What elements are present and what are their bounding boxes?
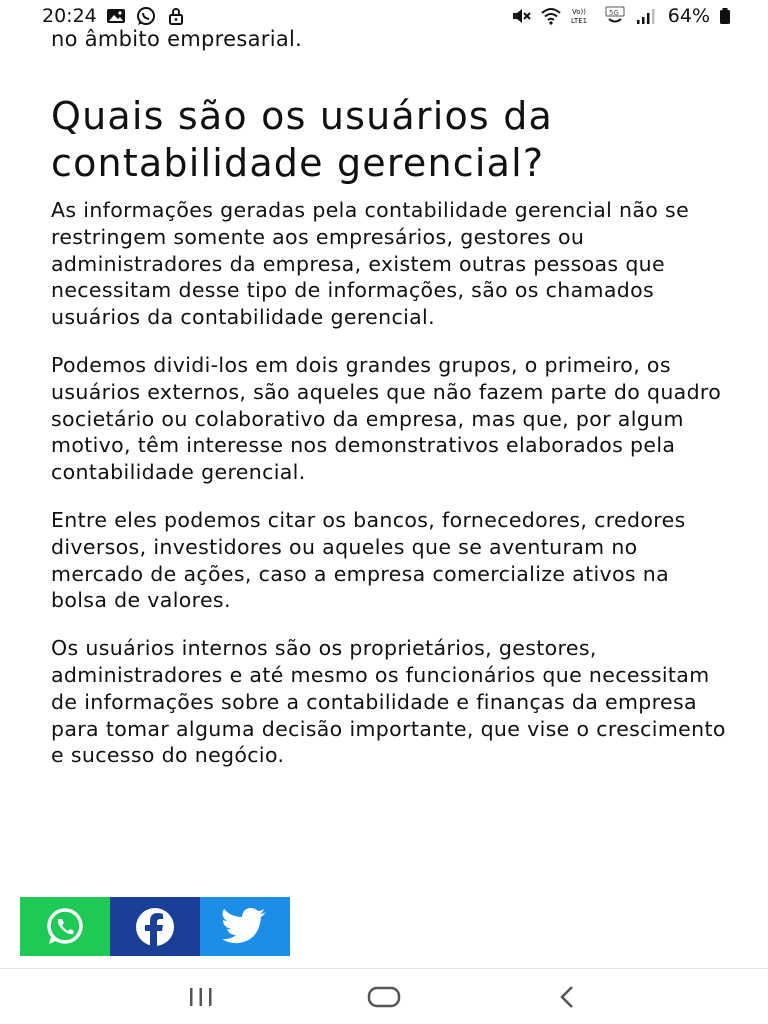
- status-right: [510, 5, 732, 27]
- gallery-icon: [105, 6, 127, 26]
- lock-icon: [165, 6, 187, 26]
- share-twitter-button[interactable]: [200, 897, 290, 956]
- article-content: [51, 26, 731, 790]
- navigation-bar: [0, 968, 768, 1024]
- section-heading: Quais são os usuários da contabilidade gerencial?: [51, 94, 554, 185]
- article-paragraph-1: As informações geradas pela contabilidade gerencial não se restringem somente aos empresários, gestores ou administradores da empresa, existem outras pessoas que necessitam desse tipo de informações, são os chamados usuários da contabilidade gerencial.: [51, 198, 690, 330]
- volte-icon: [570, 6, 596, 26]
- battery-icon: [718, 6, 732, 26]
- back-icon: [552, 984, 582, 1010]
- previous-paragraph-tail: no âmbito empresarial.: [51, 27, 303, 51]
- article-paragraph-4: Os usuários internos são os proprietários, gestores, administradores e até mesmo os funcionários que necessitam de informações sobre a contabilidade e finanças da empresa para tomar alguma decisão importante, que vise o crescimento e sucesso do negócio.: [51, 636, 726, 768]
- status-left: [42, 5, 187, 27]
- twitter-icon: [220, 906, 270, 948]
- back-button[interactable]: [537, 977, 597, 1017]
- signal-icon: [634, 6, 656, 26]
- svg-text:5G: 5G: [608, 9, 619, 17]
- home-button[interactable]: [354, 977, 414, 1017]
- share-bar: [20, 897, 290, 956]
- article-paragraph-2: Podemos dividi-los em dois grandes grupos, o primeiro, os usuários externos, são aqueles que não fazem parte do quadro societário ou colaborativo da empresa, mas que, por algum motivo, têm interesse nos demonstrativos elaborados pela contabilidade gerencial.: [51, 352, 722, 485]
- battery-percent: 64%: [667, 5, 710, 27]
- article-paragraph-3: Entre eles podemos citar os bancos, fornecedores, credores diversos, investidores ou aqueles que se aventuram no mercado de ações, caso a empresa comercialize ativos na bolsa de valores.: [51, 507, 686, 613]
- 5g-icon: [604, 6, 626, 26]
- status-time: 20:24: [42, 5, 97, 27]
- recent-apps-icon: [184, 985, 218, 1009]
- svg-text:LTE1: LTE1: [570, 17, 587, 25]
- facebook-icon: [132, 904, 178, 950]
- wifi-icon: [540, 6, 562, 26]
- recent-apps-button[interactable]: [171, 977, 231, 1017]
- mute-icon: [510, 6, 532, 26]
- whatsapp-icon: [42, 904, 88, 950]
- share-facebook-button[interactable]: [110, 897, 200, 956]
- svg-text:Vo)): Vo)): [571, 8, 586, 16]
- home-icon: [364, 984, 404, 1010]
- share-whatsapp-button[interactable]: [20, 897, 110, 956]
- whatsapp-notification-icon: [135, 6, 157, 26]
